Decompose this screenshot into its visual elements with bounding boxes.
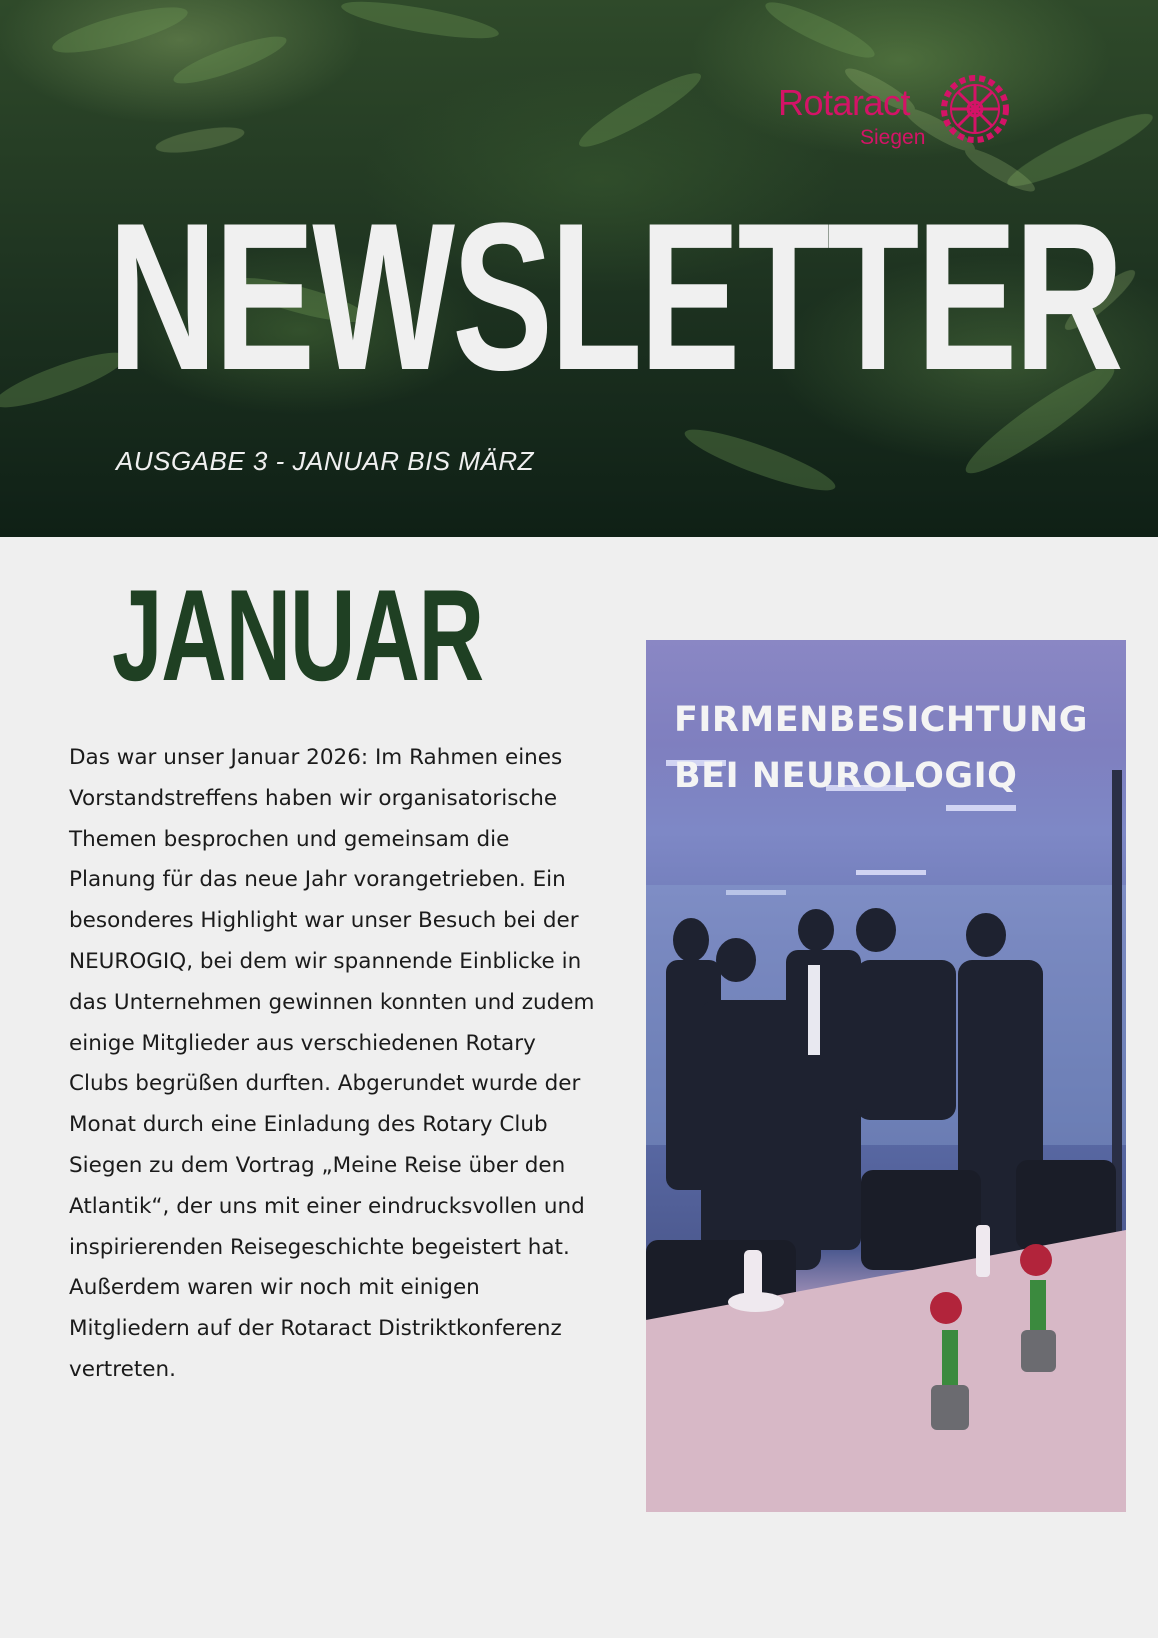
issue-subtitle: AUSGABE 3 - JANUAR BIS MÄRZ [116, 446, 535, 476]
logo-brand-text: Rotaract [778, 82, 911, 123]
month-heading: JANUAR [112, 562, 483, 708]
header-banner [0, 0, 1158, 537]
month-summary-text: Das war unser Januar 2026: Im Rahmen eines Vorstandstreffens haben wir organisatorische Themen besprochen und gemeinsam die Planung für das neue Jahr vorangetrieben. Ein besonderes Highlight war unser Besuch bei der NEUROGIQ, bei dem wir spannende Einblicke in das Unternehmen gewinnen konnten und zudem einige Mitglieder aus verschiedenen Rotary Clubs begrüßen durften. Abgerundet wurde der Monat durch eine Einladung des Rotary Club Siegen zu dem Vortrag „Meine Reise über den Atlantik“, der uns mit einer eindrucksvollen und inspirierenden Reisegeschichte begeistert hat. Außerdem waren wir noch mit einigen Mitgliedern auf der Rotaract Distriktkonferenz vertreten. [69, 745, 595, 1382]
photo-caption: FIRMENBESICHTUNG BEI NEUROLOGIQ [674, 700, 1089, 796]
rotaract-logo [778, 70, 1014, 156]
company-visit-photo [646, 640, 1126, 1512]
newsletter-title: NEWSLETTER [108, 179, 1121, 414]
logo-sub-text: Siegen [860, 126, 926, 149]
rotary-wheel-icon [936, 70, 1014, 148]
